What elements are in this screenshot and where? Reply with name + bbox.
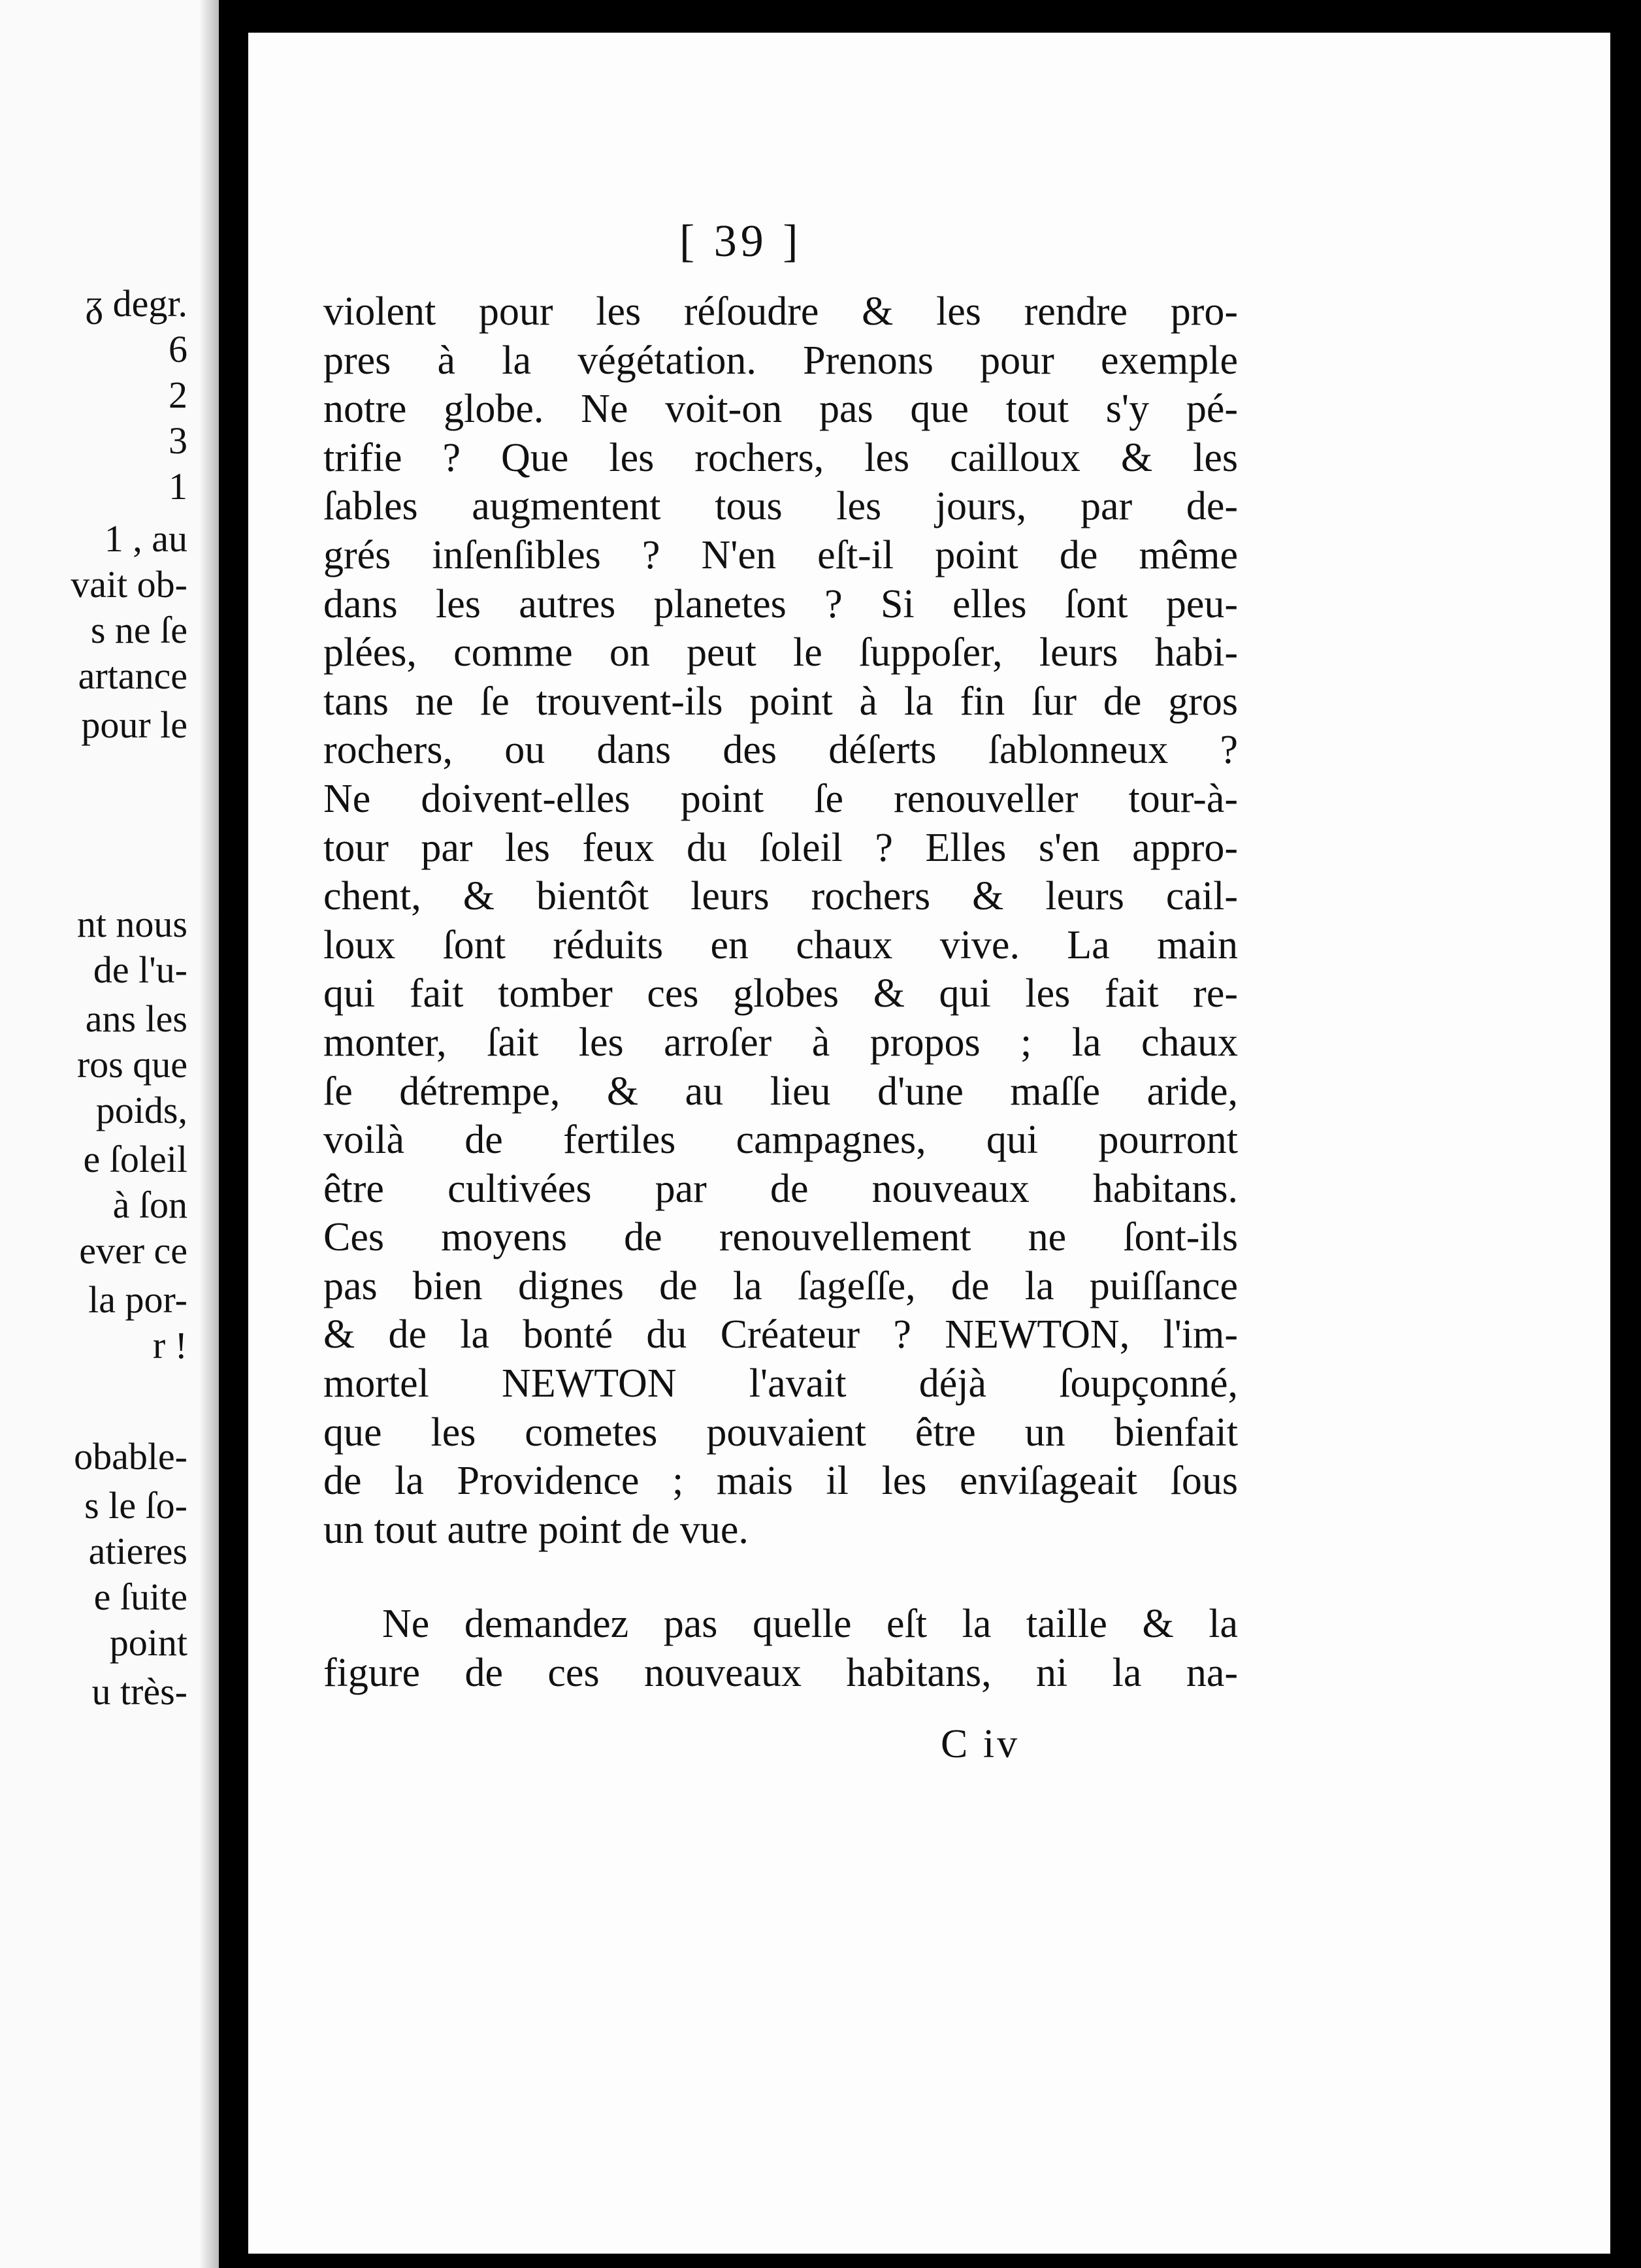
right-page-edge bbox=[1610, 0, 1641, 2268]
text-line: & de la bonté du Créateur ? NEWTON, l'im- bbox=[323, 1312, 1238, 1357]
text-line: être cultivées par de nouveaux habitans. bbox=[323, 1166, 1238, 1211]
left-page-line: atieres bbox=[88, 1530, 187, 1572]
text-line: un tout autre point de vue. bbox=[323, 1507, 749, 1552]
text-line: plées, comme on peut le ſuppoſer, leurs habi- bbox=[323, 630, 1238, 675]
text-line: ſe détrempe, & au lieu d'une maſſe aride, bbox=[323, 1069, 1238, 1114]
left-page-line: pour le bbox=[81, 704, 187, 746]
left-page-line: nt nous bbox=[76, 903, 187, 945]
text-line: loux ſont réduits en chaux vive. La main bbox=[323, 922, 1238, 967]
left-page-line: artance bbox=[78, 655, 187, 697]
book-spine bbox=[219, 0, 248, 2268]
left-page-line: 3 bbox=[169, 419, 187, 462]
body-text bbox=[323, 287, 1238, 1698]
text-line: monter, ſait les arroſer à propos ; la chaux bbox=[323, 1020, 1238, 1065]
text-line: tans ne ſe trouvent-ils point à la fin ſur de gros bbox=[323, 679, 1238, 724]
left-page-line: u très- bbox=[91, 1670, 187, 1713]
text-line: rochers, ou dans des déſerts ſablonneux ? bbox=[323, 728, 1238, 773]
left-page-line: 1 bbox=[169, 465, 187, 508]
text-line: que les cometes pouvaient être un bienfait bbox=[323, 1410, 1238, 1455]
left-page-line: à ſon bbox=[112, 1184, 187, 1226]
left-page-line: 6 bbox=[169, 328, 187, 370]
left-page-line: 2 bbox=[169, 374, 187, 416]
left-page-line: poids, bbox=[95, 1089, 187, 1131]
text-line: ſables augmentent tous les jours, par de- bbox=[323, 484, 1238, 529]
left-page-line: point bbox=[109, 1621, 187, 1664]
gutter-shadow bbox=[199, 0, 219, 2268]
text-line: chent, & bientôt leurs rochers & leurs cail- bbox=[323, 874, 1238, 919]
left-page-line: ᵹ degr. bbox=[85, 282, 187, 325]
left-page-line: de l'u- bbox=[93, 948, 187, 991]
text-line: Ne demandez pas quelle eſt la taille & la bbox=[382, 1602, 1238, 1647]
text-line: pas bien dignes de la ſageſſe, de la puiſſance bbox=[323, 1263, 1238, 1308]
left-page-line: ans les bbox=[85, 997, 187, 1040]
text-line: qui fait tomber ces globes & qui les fait re- bbox=[323, 971, 1238, 1016]
paragraph-2 bbox=[323, 1600, 1238, 1697]
text-line: de la Providence ; mais il les enviſageait ſous bbox=[323, 1459, 1238, 1504]
text-line: dans les autres planetes ? Si elles ſont peu- bbox=[323, 581, 1238, 626]
paragraph-gap bbox=[323, 1554, 1238, 1600]
page-number: [ 39 ] bbox=[679, 216, 802, 267]
text-line: pres à la végétation. Prenons pour exemple bbox=[323, 338, 1238, 383]
text-line: figure de ces nouveaux habitans, ni la na- bbox=[323, 1651, 1238, 1696]
text-line: mortel NEWTON l'avait déjà ſoupçonné, bbox=[323, 1361, 1238, 1406]
text-line: notre globe. Ne voit-on pas que tout s'y pé- bbox=[323, 387, 1238, 432]
left-page-line: 1 , au bbox=[104, 517, 187, 560]
text-line: trifie ? Que les rochers, les cailloux & les bbox=[323, 435, 1238, 480]
left-page-fragment bbox=[0, 0, 219, 2268]
left-page-line: obable- bbox=[74, 1435, 187, 1478]
text-line: Ne doivent-elles point ſe renouveller tour-à- bbox=[323, 776, 1238, 821]
left-page-line: e ſuite bbox=[93, 1576, 187, 1618]
left-page-line: s ne ſe bbox=[90, 609, 187, 651]
paragraph-1 bbox=[323, 287, 1238, 1554]
text-line: voilà de fertiles campagnes, qui pourront bbox=[323, 1118, 1238, 1163]
text-line: Ces moyens de renouvellement ne ſont-ils bbox=[323, 1215, 1238, 1260]
left-page-line: e ſoleil bbox=[83, 1138, 187, 1180]
left-page-line: s le ſo- bbox=[84, 1484, 187, 1527]
text-line: grés inſenſibles ? N'en eſt-il point de même bbox=[323, 532, 1238, 577]
left-page-line: vait ob- bbox=[71, 563, 187, 606]
signature-mark: C iv bbox=[941, 1722, 1020, 1766]
left-page-line: ros que bbox=[76, 1043, 187, 1086]
left-page-line: la por- bbox=[88, 1278, 187, 1321]
left-page-line: ever ce bbox=[79, 1229, 187, 1272]
text-line: violent pour les réſoudre & les rendre pro- bbox=[323, 289, 1238, 334]
text-line: tour par les feux du ſoleil ? Elles s'en appro- bbox=[323, 825, 1238, 870]
left-page-line: r ! bbox=[152, 1324, 187, 1367]
